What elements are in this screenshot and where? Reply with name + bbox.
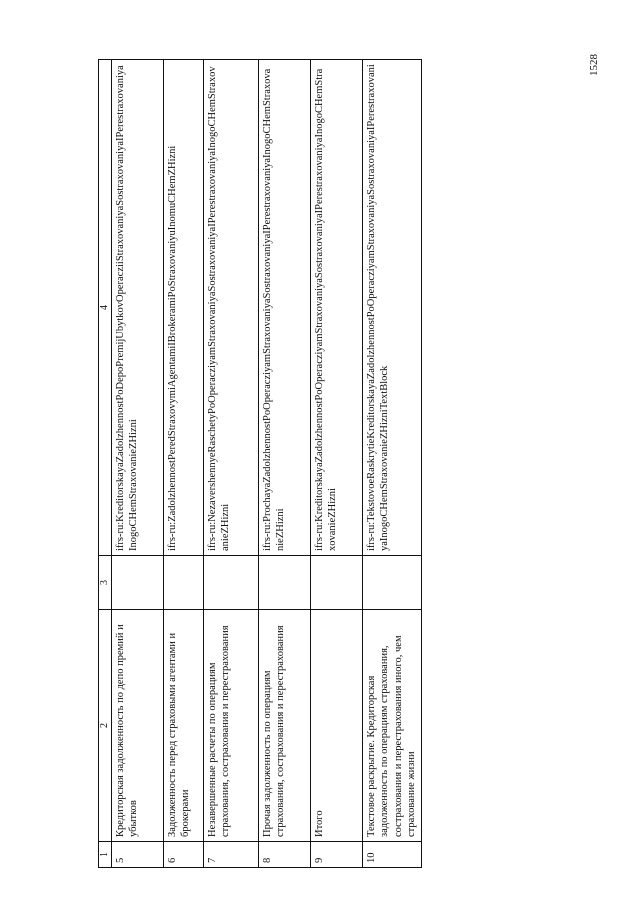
rotated-table-container	[98, 60, 418, 868]
table-row	[164, 60, 204, 868]
row-number: 9	[311, 842, 363, 868]
row-code: ifrs-ru:ZadolzhennostPeredStraxovymiAgentamiIBrokeramiPoStraxovaniyuInomuCHemZHizni	[164, 60, 204, 556]
row-code: ifrs-ru:NezavershennyeRaschetyPoOperacziyamStraxovaniyaSostraxovaniyaIPerestraxovaniyaInogoCHemStraxovanieZHizni	[204, 60, 259, 556]
row-name: Задолженность перед страховыми агентами и брокерами	[164, 610, 204, 842]
row-code: ifrs-ru:ProchayaZadolzhennostPoOperacziyamStraxovaniyaSostraxovaniyaIPerestraxovaniyaInogoCHemStraxovanieZHizni	[259, 60, 311, 556]
header-col-3: 3	[99, 556, 112, 610]
table-row	[112, 60, 164, 868]
row-number: 5	[112, 842, 164, 868]
row-col3	[164, 556, 204, 610]
row-col3	[311, 556, 363, 610]
row-col3	[204, 556, 259, 610]
row-col3	[112, 556, 164, 610]
row-col3	[259, 556, 311, 610]
header-col-2: 2	[99, 610, 112, 842]
table-row	[311, 60, 363, 868]
table-row	[363, 60, 422, 868]
header-col-4: 4	[99, 60, 112, 556]
row-number: 10	[363, 842, 422, 868]
row-number: 6	[164, 842, 204, 868]
taxonomy-table	[98, 59, 422, 868]
header-row	[99, 60, 112, 868]
row-name: Итого	[311, 610, 363, 842]
row-col3	[363, 556, 422, 610]
row-code: ifrs-ru:KreditorskayaZadolzhennostPoOperacziyamStraxovaniyaSostraxovaniyaIPerestraxovaniyaInogoCHemStraxovanieZHizni	[311, 60, 363, 556]
row-number: 7	[204, 842, 259, 868]
row-name: Прочая задолженность по операциям страхования, сострахования и перестрахования	[259, 610, 311, 842]
page-number: 1528	[588, 54, 600, 76]
table-row	[204, 60, 259, 868]
row-code: ifrs-ru:TekstovoeRaskrytieKreditorskayaZadolzhennostPoOperacziyamStraxovaniyaSostraxovaniyaIPerestraxovaniyaInogoCHemStraxovanieZHizniTextBlock	[363, 60, 422, 556]
row-name: Незавершенные расчеты по операциям страхования, сострахования и перестрахования	[204, 610, 259, 842]
header-col-1: 1	[99, 842, 112, 868]
row-code: ifrs-ru:KreditorskayaZadolzhennostPoDepoPremijUbytkovOperacziiStraxovaniyaSostraxovaniyaIPerestraxovaniyaInogoCHemStraxovanieZHizni	[112, 60, 164, 556]
row-name: Кредиторская задолженность по депо премий и убытков	[112, 610, 164, 842]
row-name: Текстовое раскрытие. Кредиторская задолженность по операциям страхования, сострахования и перестрахования иного, чем страхование жизни	[363, 610, 422, 842]
table-row	[259, 60, 311, 868]
row-number: 8	[259, 842, 311, 868]
